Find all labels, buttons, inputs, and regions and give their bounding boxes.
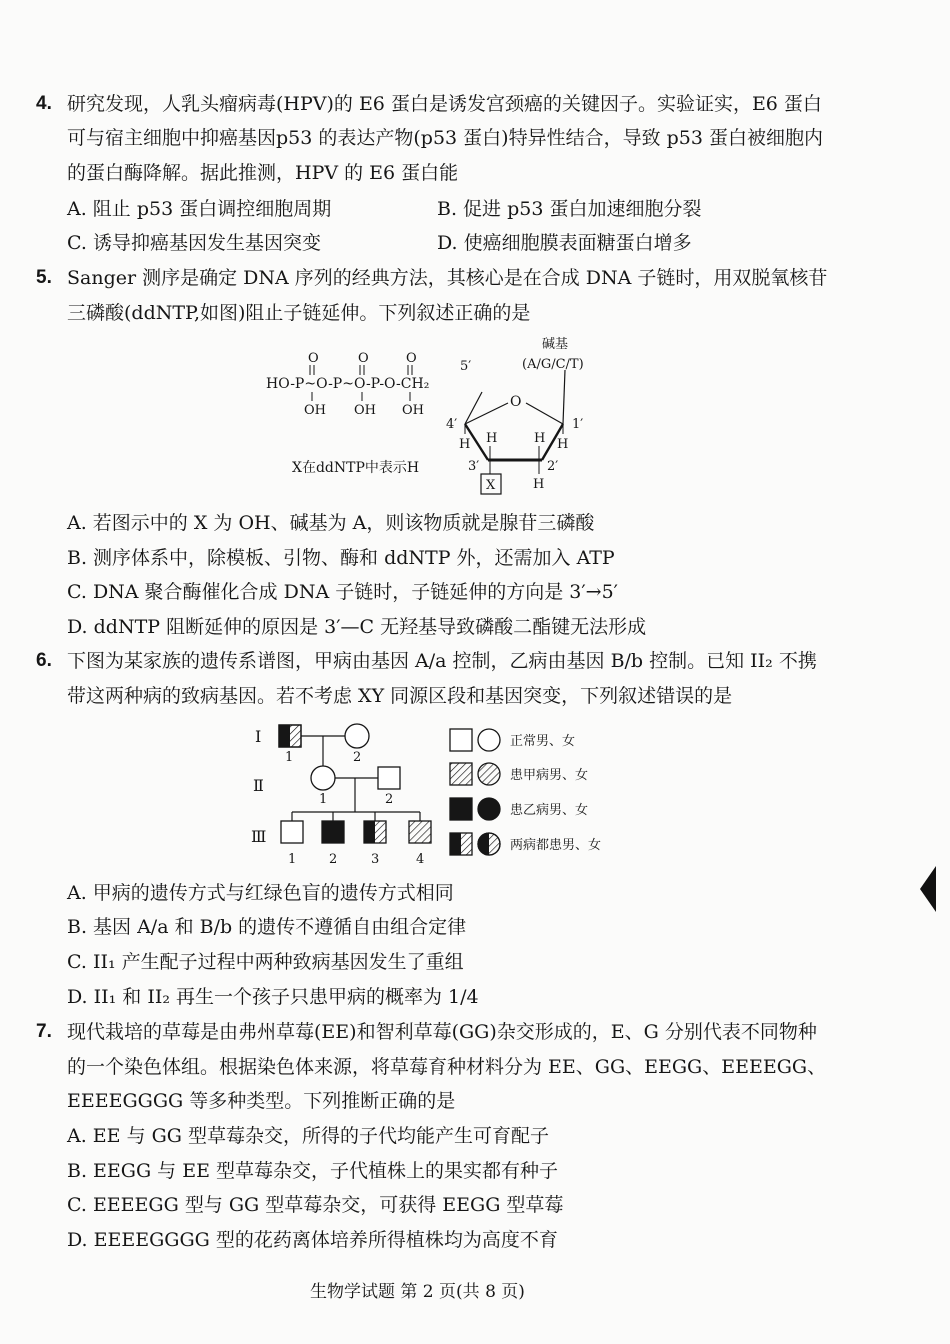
question-6-option-c: C. II₁ 产生配子过程中两种致病基因发生了重组 [67, 951, 464, 973]
pedigree-ii1-normal-female [311, 766, 335, 790]
question-4-option-c: C. 诱导抑癌基因发生基因突变 [67, 232, 321, 254]
pedigree-iii1-normal-male [281, 821, 303, 843]
generation-iii-label: Ⅲ [251, 827, 267, 846]
legend-both-diseases [450, 833, 601, 855]
iii3-number: 3 [371, 852, 380, 867]
ring-oxygen: O [510, 394, 522, 410]
question-6-text-line-2: 带这两种病的致病基因。若不考虑 XY 同源区段和基因突变，下列叙述错误的是 [67, 685, 733, 707]
legend-normal-label: 正常男、女 [510, 734, 576, 749]
question-5-option-a: A. 若图示中的 X 为 OH、碱基为 A，则该物质就是腺苷三磷酸 [67, 512, 595, 534]
i2-number: 2 [353, 750, 362, 765]
pedigree-iii4-disease-a-male [409, 821, 431, 843]
pedigree-i2-normal-female [345, 724, 369, 748]
carbon-3-label: 3′ [468, 459, 480, 474]
question-6-text-line-1: 下图为某家族的遗传系谱图，甲病由基因 A/a 控制，乙病由基因 B/b 控制。已知 II₂ 不携 [67, 650, 817, 672]
question-5-option-d: D. ddNTP 阻断延伸的原因是 3′—C 无羟基导致磷酸二酯键无法形成 [67, 616, 647, 638]
c3-top-hydrogen: H [486, 431, 498, 446]
question-6-number: 6. [36, 650, 52, 671]
carbon-5-label: 5′ [460, 359, 472, 374]
phosphate-oh-3: OH [402, 403, 424, 418]
question-5-number: 5. [36, 267, 52, 288]
page-footer: 生物学试题 第 2 页(共 8 页) [310, 1282, 525, 1302]
question-4-option-b: B. 促进 p53 蛋白加速细胞分裂 [437, 198, 702, 220]
question-4-number: 4. [36, 93, 52, 114]
question-4-option-d: D. 使癌细胞膜表面糖蛋白增多 [437, 232, 692, 254]
legend-disease-b [450, 798, 588, 820]
c2-top-hydrogen: H [534, 431, 546, 446]
pedigree-ii2-normal-male [378, 767, 400, 789]
legend-normal [450, 729, 575, 751]
question-5-option-c: C. DNA 聚合酶催化合成 DNA 子链时，子链延伸的方向是 3′→5′ [67, 581, 618, 603]
question-7-number: 7. [36, 1021, 52, 1042]
question-6-option-a: A. 甲病的遗传方式与红绿色盲的遗传方式相同 [67, 882, 454, 904]
carbon-4-label: 4′ [446, 417, 458, 432]
iii2-number: 2 [329, 852, 338, 867]
question-5-text-line-1: Sanger 测序是确定 DNA 序列的经典方法，其核心是在合成 DNA 子链时，用双脱氧核苷 [67, 267, 828, 289]
pedigree-iii2-disease-b-male [322, 821, 344, 843]
iii1-number: 1 [288, 852, 297, 867]
legend-disease-a [450, 763, 588, 785]
binding-marker-icon [920, 866, 950, 912]
question-7-option-c: C. EEEEGG 型与 GG 型草莓杂交，可获得 EEGG 型草莓 [67, 1194, 564, 1216]
figure-note: X在ddNTP中表示H [292, 460, 420, 476]
legend-disease-b-label: 患乙病男、女 [510, 803, 589, 818]
i1-number: 1 [285, 750, 294, 765]
question-5-text-line-2: 三磷酸(ddNTP,如图)阻止子链延伸。下列叙述正确的是 [67, 302, 531, 324]
iii4-number: 4 [416, 852, 425, 867]
question-7-option-b: B. EEGG 与 EE 型草莓杂交，子代植株上的果实都有种子 [67, 1160, 558, 1182]
legend-both-label: 两病都患男、女 [510, 838, 602, 853]
c2-bottom-hydrogen: H [533, 477, 545, 492]
question-7-text-line-1: 现代栽培的草莓是由弗州草莓(EE)和智利草莓(GG)杂交形成的，E、G 分别代表不同物种 [67, 1021, 817, 1043]
c1-hydrogen: H [557, 437, 569, 452]
ii2-number: 2 [385, 792, 394, 807]
question-4-text-line-2: 可与宿主细胞中抑癌基因p53 的表达产物(p53 蛋白)特异性结合，导致 p53 蛋白被细胞内 [67, 127, 824, 149]
question-6-option-d: D. II₁ 和 II₂ 再生一个孩子只患甲病的概率为 1/4 [67, 986, 479, 1008]
ii1-number: 1 [319, 792, 328, 807]
legend-disease-a-label: 患甲病男、女 [510, 768, 589, 783]
question-4-text-line-3: 的蛋白酶降解。据此推测，HPV 的 E6 蛋白能 [67, 162, 459, 184]
carbon-2-label: 2′ [547, 459, 559, 474]
phosphate-oh-2: OH [354, 403, 376, 418]
x-substituent: X [486, 478, 496, 493]
pedigree-i1-both-diseases-male [279, 725, 301, 747]
base-types: (A/G/C/T) [522, 357, 584, 372]
question-6-option-b: B. 基因 A/a 和 B/b 的遗传不遵循自由组合定律 [67, 916, 467, 938]
question-7-option-a: A. EE 与 GG 型草莓杂交，所得的子代均能产生可育配子 [67, 1125, 550, 1147]
carbon-1-label: 1′ [572, 417, 584, 432]
question-5-option-b: B. 测序体系中，除模板、引物、酶和 ddNTP 外，还需加入 ATP [67, 547, 615, 569]
question-7-option-d: D. EEEEGGGG 型的花药离体培养所得植株均为高度不育 [67, 1229, 558, 1251]
question-4-text-line-1: 研究发现，人乳头瘤病毒(HPV)的 E6 蛋白是诱发宫颈癌的关键因子。实验证实，E6 蛋白 [67, 93, 822, 115]
phosphate-o-1: O [308, 351, 319, 366]
question-4-option-a: A. 阻止 p53 蛋白调控细胞周期 [67, 198, 332, 220]
ddntp-structure-figure [260, 330, 630, 500]
generation-ii-label: Ⅱ [253, 776, 264, 795]
generation-i-label: I [255, 727, 262, 746]
question-7-text-line-3: EEEEGGGG 等多种类型。下列推断正确的是 [67, 1090, 456, 1112]
phosphate-oh-1: OH [304, 403, 326, 418]
phosphate-o-2: O [358, 351, 369, 366]
pedigree-chart [245, 715, 645, 875]
c4-hydrogen: H [459, 437, 471, 452]
phosphate-chain: HO-P~O-P~O-P-O-CH₂ [266, 376, 430, 392]
base-label: 碱基 [542, 337, 569, 352]
pedigree-iii3-both-diseases-male [364, 821, 386, 843]
phosphate-o-3: O [406, 351, 417, 366]
question-7-text-line-2: 的一个染色体组。根据染色体来源，将草莓育种材料分为 EE、GG、EEGG、EEEEGG、 [67, 1056, 827, 1078]
